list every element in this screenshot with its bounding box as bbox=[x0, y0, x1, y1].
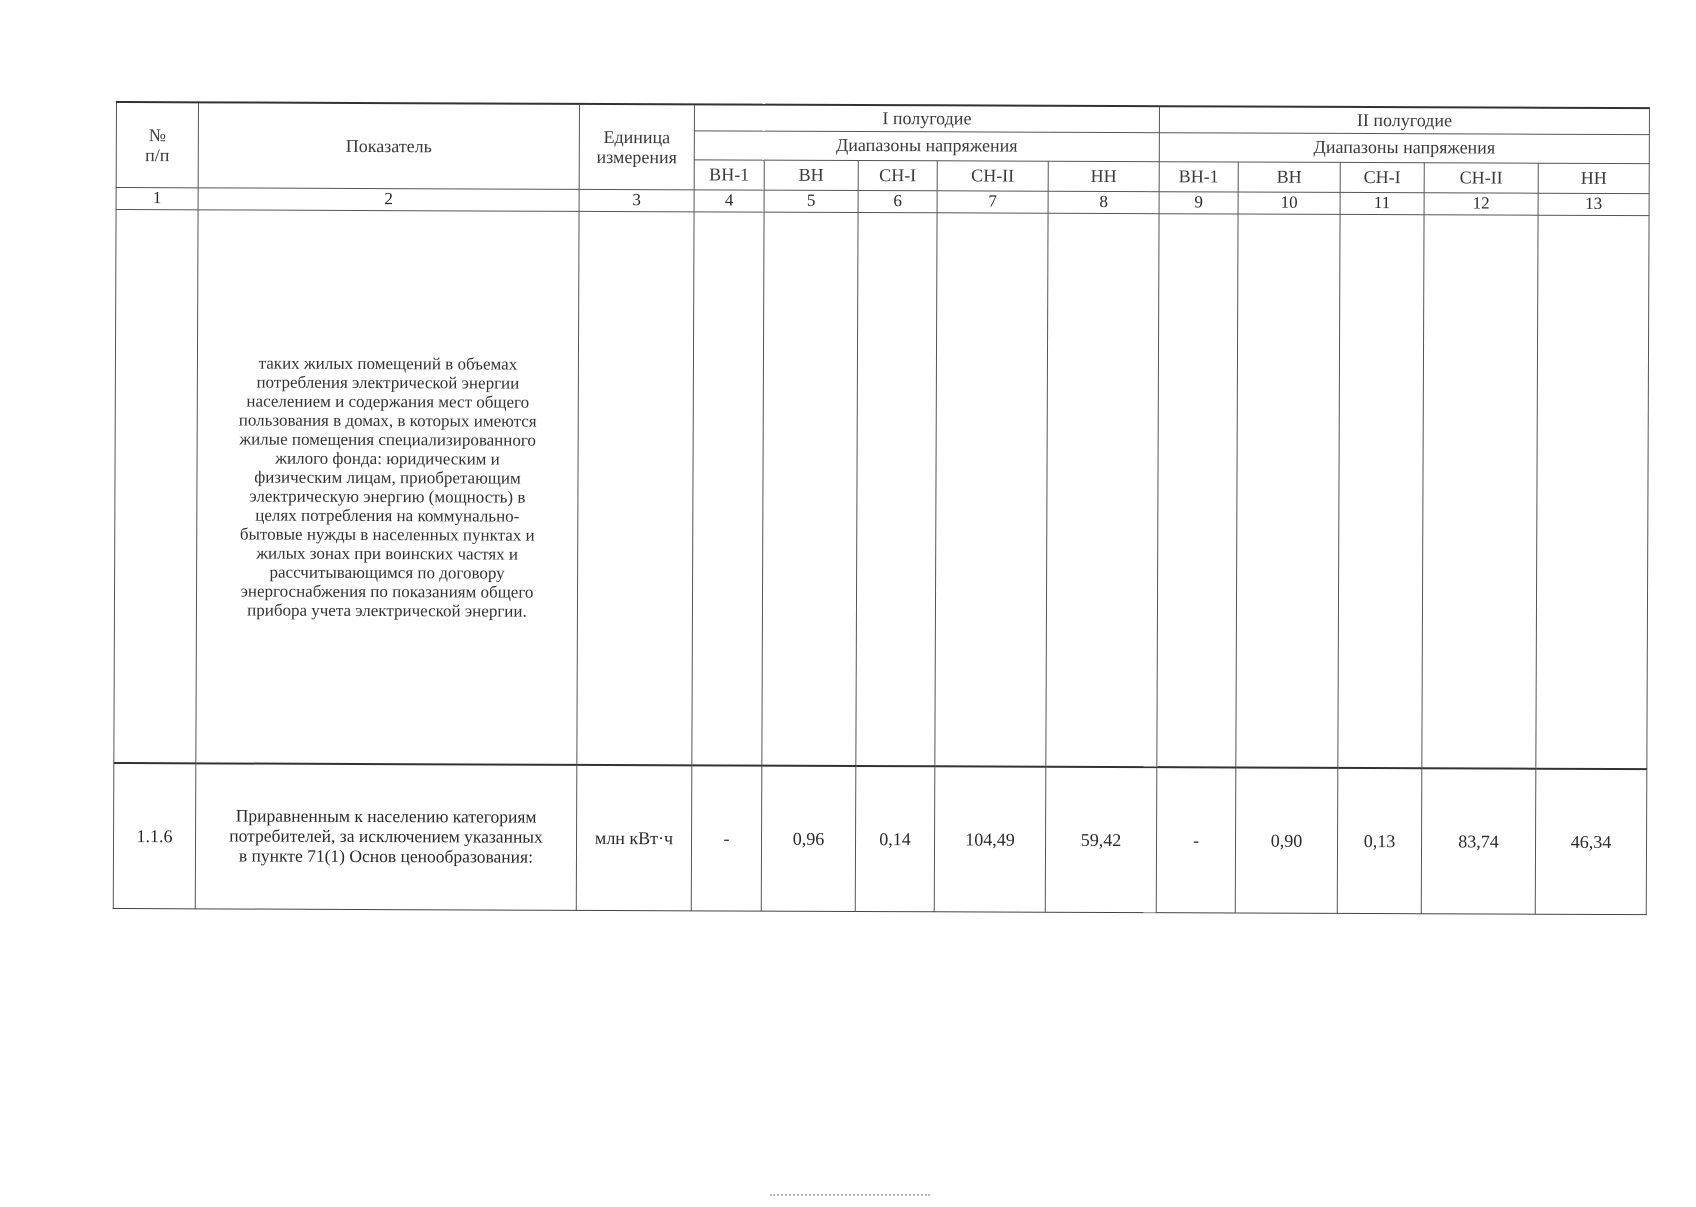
voltage-col-header: СН-II bbox=[937, 160, 1048, 190]
column-number: 2 bbox=[198, 187, 579, 211]
empty-cell bbox=[1046, 213, 1159, 767]
value-cell: 0,14 bbox=[855, 766, 935, 911]
row-unit: млн кВт·ч bbox=[576, 765, 692, 910]
empty-cell bbox=[856, 212, 937, 766]
value-cell: 0,13 bbox=[1337, 768, 1422, 913]
voltage-col-header: СН-I bbox=[858, 160, 937, 190]
voltage-col-header: НН bbox=[1538, 163, 1649, 193]
value-cell: 0,96 bbox=[761, 766, 856, 911]
value-cell: 83,74 bbox=[1421, 768, 1536, 913]
column-number: 7 bbox=[937, 190, 1048, 212]
row-description: Приравненным к населению категориям потребителей, за исключением указанных в пункте 71(1) Основ ценообразования: bbox=[195, 763, 577, 910]
scan-artifact bbox=[770, 1194, 930, 1199]
voltage-col-header: ВН bbox=[1238, 162, 1340, 192]
value-cell: - bbox=[691, 765, 762, 910]
column-number: 3 bbox=[579, 189, 694, 211]
column-number: 5 bbox=[764, 190, 858, 212]
column-number: 6 bbox=[858, 190, 937, 212]
header-ranges-2: Диапазоны напряжения bbox=[1159, 132, 1649, 163]
voltage-col-header: НН bbox=[1048, 161, 1159, 191]
empty-cell bbox=[577, 211, 694, 765]
empty-cell bbox=[762, 212, 858, 766]
continuation-row bbox=[114, 209, 1649, 769]
header-unit: Единица измерения bbox=[579, 104, 694, 189]
header-half-2: II полугодие bbox=[1159, 106, 1649, 134]
row-number: 1.1.6 bbox=[113, 763, 196, 908]
empty-cell bbox=[114, 209, 198, 763]
empty-cell bbox=[935, 212, 1048, 766]
document-table-area bbox=[112, 101, 1649, 1207]
table-row bbox=[113, 763, 1647, 914]
value-cell: - bbox=[1156, 767, 1236, 912]
column-number: 1 bbox=[116, 187, 198, 209]
column-number: 4 bbox=[694, 189, 764, 211]
voltage-col-header: СН-II bbox=[1424, 162, 1538, 192]
value-cell: 104,49 bbox=[934, 766, 1046, 911]
column-number: 12 bbox=[1424, 192, 1538, 214]
empty-cell bbox=[1422, 214, 1538, 768]
value-cell: 0,90 bbox=[1235, 768, 1338, 913]
empty-cell bbox=[692, 211, 764, 765]
header-indicator: Показатель bbox=[198, 102, 579, 189]
header-ranges-1: Диапазоны напряжения bbox=[694, 130, 1159, 161]
header-num: № п/п bbox=[116, 102, 198, 187]
empty-cell bbox=[1536, 215, 1649, 769]
column-number: 10 bbox=[1238, 192, 1340, 214]
empty-cell bbox=[1338, 214, 1424, 768]
empty-cell bbox=[1236, 214, 1340, 768]
voltage-col-header: ВН-1 bbox=[1159, 161, 1238, 191]
value-cell: 59,42 bbox=[1045, 767, 1157, 912]
voltage-col-header: ВН-1 bbox=[694, 159, 764, 189]
value-cell: 46,34 bbox=[1535, 769, 1647, 914]
column-number: 11 bbox=[1340, 192, 1424, 214]
header-half-1: I полугодие bbox=[694, 104, 1159, 132]
column-number: 8 bbox=[1048, 191, 1159, 213]
tariff-table bbox=[113, 101, 1650, 915]
voltage-col-header: ВН bbox=[764, 160, 858, 190]
voltage-col-header: СН-I bbox=[1340, 162, 1424, 192]
continuation-text: таких жилых помещений в объемах потребления электрической энергии населением и содержания мест общего пользования в домах, в которых имеются жилые помещения специализированного жилого фонда: юридическим и физическим лицам, приобретающим электрическую энергию (мощность) в целях потребления на коммунально- бытовые нужды в населенных пунктах и жилых зонах при воинских частях и рассчитывающимся по договору энергоснабжения по показаниям общего прибора учета электрической энергии. bbox=[196, 209, 579, 765]
column-number: 13 bbox=[1538, 193, 1649, 215]
column-number: 9 bbox=[1159, 191, 1238, 213]
empty-cell bbox=[1157, 213, 1238, 767]
